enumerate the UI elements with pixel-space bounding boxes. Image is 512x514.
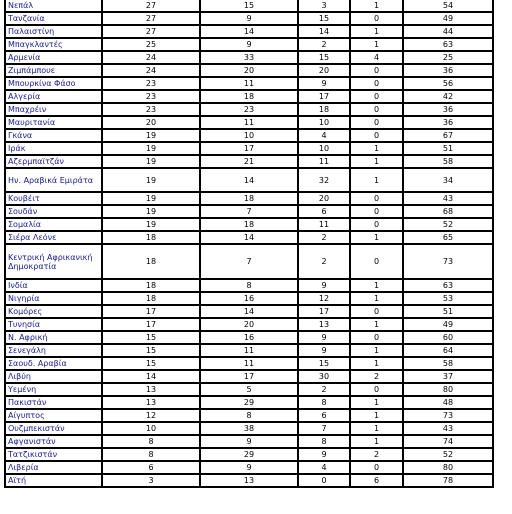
value-cell-1: 24 xyxy=(102,64,200,77)
country-name-cell: Τυνησία xyxy=(5,318,102,331)
country-name-cell: Αλγερία xyxy=(5,90,102,103)
value-cell-3: 17 xyxy=(298,305,350,318)
country-name-cell: Αϊτή xyxy=(5,474,102,487)
table-row xyxy=(5,218,493,231)
value-cell-1: 13 xyxy=(102,396,200,409)
value-cell-3: 14 xyxy=(298,25,350,38)
table-row xyxy=(5,77,493,90)
table-row xyxy=(5,12,493,25)
value-cell-3: 15 xyxy=(298,51,350,64)
value-cell-3: 10 xyxy=(298,116,350,129)
value-cell-2: 13 xyxy=(200,474,298,487)
value-cell-3: 2 xyxy=(298,231,350,244)
country-name-cell: Λιβερία xyxy=(5,461,102,474)
country-name-cell: Κομόρες xyxy=(5,305,102,318)
value-cell-4: 1 xyxy=(350,0,403,12)
value-cell-5: 36 xyxy=(403,103,493,116)
value-cell-2: 18 xyxy=(200,192,298,205)
country-name-cell: Αρμενία xyxy=(5,51,102,64)
value-cell-5: 74 xyxy=(403,435,493,448)
value-cell-5: 49 xyxy=(403,12,493,25)
value-cell-3: 2 xyxy=(298,244,350,279)
value-cell-2: 7 xyxy=(200,205,298,218)
country-name-cell: Νιγηρία xyxy=(5,292,102,305)
value-cell-5: 52 xyxy=(403,218,493,231)
value-cell-2: 20 xyxy=(200,64,298,77)
table-row xyxy=(5,129,493,142)
value-cell-1: 12 xyxy=(102,409,200,422)
table-row xyxy=(5,103,493,116)
value-cell-2: 8 xyxy=(200,279,298,292)
value-cell-1: 18 xyxy=(102,279,200,292)
value-cell-4: 1 xyxy=(350,25,403,38)
value-cell-4: 1 xyxy=(350,279,403,292)
value-cell-3: 0 xyxy=(298,474,350,487)
table-row xyxy=(5,155,493,168)
value-cell-1: 15 xyxy=(102,357,200,370)
value-cell-5: 63 xyxy=(403,38,493,51)
value-cell-1: 27 xyxy=(102,12,200,25)
value-cell-2: 11 xyxy=(200,344,298,357)
table-row xyxy=(5,409,493,422)
value-cell-5: 67 xyxy=(403,129,493,142)
value-cell-5: 34 xyxy=(403,168,493,192)
value-cell-1: 19 xyxy=(102,129,200,142)
country-name-cell: Μπαχρέιν xyxy=(5,103,102,116)
value-cell-2: 9 xyxy=(200,461,298,474)
table-row xyxy=(5,25,493,38)
value-cell-5: 36 xyxy=(403,64,493,77)
table-row xyxy=(5,231,493,244)
value-cell-2: 9 xyxy=(200,12,298,25)
value-cell-4: 0 xyxy=(350,331,403,344)
value-cell-4: 0 xyxy=(350,103,403,116)
value-cell-4: 2 xyxy=(350,448,403,461)
table-row xyxy=(5,435,493,448)
country-name-cell: Σομαλία xyxy=(5,218,102,231)
value-cell-5: 56 xyxy=(403,77,493,90)
value-cell-4: 0 xyxy=(350,12,403,25)
value-cell-5: 36 xyxy=(403,116,493,129)
value-cell-3: 4 xyxy=(298,129,350,142)
value-cell-4: 1 xyxy=(350,435,403,448)
value-cell-3: 18 xyxy=(298,103,350,116)
value-cell-2: 11 xyxy=(200,77,298,90)
table-row xyxy=(5,396,493,409)
country-name-cell: Λιβύη xyxy=(5,370,102,383)
country-statistics-table xyxy=(4,0,494,488)
value-cell-1: 18 xyxy=(102,244,200,279)
value-cell-2: 29 xyxy=(200,448,298,461)
value-cell-1: 19 xyxy=(102,205,200,218)
table-row xyxy=(5,370,493,383)
country-name-cell: Νεπάλ xyxy=(5,0,102,12)
value-cell-2: 14 xyxy=(200,231,298,244)
value-cell-1: 20 xyxy=(102,116,200,129)
value-cell-4: 0 xyxy=(350,64,403,77)
value-cell-2: 11 xyxy=(200,357,298,370)
value-cell-1: 24 xyxy=(102,51,200,64)
country-name-cell: Μαυριτανία xyxy=(5,116,102,129)
value-cell-2: 17 xyxy=(200,370,298,383)
value-cell-1: 23 xyxy=(102,90,200,103)
value-cell-1: 27 xyxy=(102,0,200,12)
value-cell-3: 7 xyxy=(298,422,350,435)
value-cell-3: 9 xyxy=(298,331,350,344)
value-cell-3: 4 xyxy=(298,461,350,474)
value-cell-5: 49 xyxy=(403,318,493,331)
value-cell-3: 20 xyxy=(298,64,350,77)
value-cell-5: 58 xyxy=(403,357,493,370)
value-cell-3: 9 xyxy=(298,77,350,90)
value-cell-1: 6 xyxy=(102,461,200,474)
value-cell-3: 20 xyxy=(298,192,350,205)
value-cell-2: 33 xyxy=(200,51,298,64)
table-row xyxy=(5,90,493,103)
value-cell-3: 15 xyxy=(298,357,350,370)
value-cell-3: 15 xyxy=(298,12,350,25)
value-cell-3: 17 xyxy=(298,90,350,103)
value-cell-5: 80 xyxy=(403,461,493,474)
value-cell-3: 2 xyxy=(298,38,350,51)
table-row xyxy=(5,116,493,129)
country-name-cell: Ν. Αφρική xyxy=(5,331,102,344)
value-cell-4: 1 xyxy=(350,155,403,168)
table-row xyxy=(5,244,493,279)
value-cell-5: 73 xyxy=(403,409,493,422)
table-row xyxy=(5,474,493,487)
country-name-cell: Τανζανία xyxy=(5,12,102,25)
table-row xyxy=(5,383,493,396)
value-cell-4: 1 xyxy=(350,231,403,244)
value-cell-1: 14 xyxy=(102,370,200,383)
value-cell-2: 9 xyxy=(200,435,298,448)
value-cell-3: 12 xyxy=(298,292,350,305)
table-row xyxy=(5,51,493,64)
country-name-cell: Γκάνα xyxy=(5,129,102,142)
value-cell-4: 2 xyxy=(350,370,403,383)
value-cell-2: 29 xyxy=(200,396,298,409)
value-cell-5: 25 xyxy=(403,51,493,64)
value-cell-2: 17 xyxy=(200,142,298,155)
value-cell-5: 37 xyxy=(403,370,493,383)
table-row xyxy=(5,279,493,292)
value-cell-5: 51 xyxy=(403,305,493,318)
table-row xyxy=(5,448,493,461)
country-name-cell: Κουβέιτ xyxy=(5,192,102,205)
country-name-cell: Τατζικιστάν xyxy=(5,448,102,461)
value-cell-3: 30 xyxy=(298,370,350,383)
value-cell-5: 42 xyxy=(403,90,493,103)
value-cell-2: 8 xyxy=(200,409,298,422)
value-cell-1: 15 xyxy=(102,331,200,344)
value-cell-3: 10 xyxy=(298,142,350,155)
value-cell-4: 0 xyxy=(350,77,403,90)
value-cell-2: 11 xyxy=(200,116,298,129)
value-cell-5: 52 xyxy=(403,448,493,461)
table-row xyxy=(5,461,493,474)
value-cell-1: 19 xyxy=(102,155,200,168)
value-cell-2: 14 xyxy=(200,25,298,38)
value-cell-1: 23 xyxy=(102,103,200,116)
value-cell-3: 11 xyxy=(298,155,350,168)
value-cell-2: 14 xyxy=(200,305,298,318)
value-cell-3: 9 xyxy=(298,448,350,461)
table-row xyxy=(5,64,493,77)
country-name-cell: Αζερμπαϊτζάν xyxy=(5,155,102,168)
value-cell-4: 0 xyxy=(350,461,403,474)
value-cell-4: 0 xyxy=(350,129,403,142)
value-cell-5: 53 xyxy=(403,292,493,305)
country-name-cell: Παλαιστίνη xyxy=(5,25,102,38)
table-row xyxy=(5,344,493,357)
value-cell-5: 73 xyxy=(403,244,493,279)
value-cell-1: 17 xyxy=(102,318,200,331)
table-row xyxy=(5,318,493,331)
country-name-cell: Αίγυπτος xyxy=(5,409,102,422)
value-cell-1: 18 xyxy=(102,292,200,305)
country-name-cell: Πακιστάν xyxy=(5,396,102,409)
country-name-cell: Ζιμπάμπουε xyxy=(5,64,102,77)
table-row xyxy=(5,422,493,435)
value-cell-1: 19 xyxy=(102,168,200,192)
value-cell-2: 10 xyxy=(200,129,298,142)
value-cell-3: 32 xyxy=(298,168,350,192)
value-cell-5: 78 xyxy=(403,474,493,487)
value-cell-3: 9 xyxy=(298,344,350,357)
value-cell-5: 43 xyxy=(403,422,493,435)
value-cell-2: 9 xyxy=(200,38,298,51)
country-name-cell: Μπαγκλαντές xyxy=(5,38,102,51)
country-name-cell: Ην. Αραβικά Εμιράτα xyxy=(5,168,102,192)
value-cell-4: 0 xyxy=(350,205,403,218)
table-row xyxy=(5,38,493,51)
value-cell-2: 18 xyxy=(200,218,298,231)
country-name-cell: Ινδία xyxy=(5,279,102,292)
table-row xyxy=(5,192,493,205)
value-cell-1: 23 xyxy=(102,77,200,90)
value-cell-2: 16 xyxy=(200,331,298,344)
table-row xyxy=(5,205,493,218)
value-cell-5: 80 xyxy=(403,383,493,396)
value-cell-5: 48 xyxy=(403,396,493,409)
value-cell-4: 4 xyxy=(350,51,403,64)
value-cell-4: 0 xyxy=(350,218,403,231)
value-cell-3: 8 xyxy=(298,435,350,448)
value-cell-5: 54 xyxy=(403,0,493,12)
value-cell-3: 9 xyxy=(298,279,350,292)
value-cell-4: 1 xyxy=(350,409,403,422)
value-cell-1: 8 xyxy=(102,448,200,461)
value-cell-5: 63 xyxy=(403,279,493,292)
value-cell-1: 15 xyxy=(102,344,200,357)
value-cell-5: 68 xyxy=(403,205,493,218)
table-row xyxy=(5,305,493,318)
value-cell-1: 19 xyxy=(102,192,200,205)
value-cell-5: 43 xyxy=(403,192,493,205)
value-cell-4: 1 xyxy=(350,396,403,409)
country-name-cell: Σουδάν xyxy=(5,205,102,218)
value-cell-4: 0 xyxy=(350,244,403,279)
country-name-cell: Ουζμπεκιστάν xyxy=(5,422,102,435)
table-row xyxy=(5,357,493,370)
value-cell-3: 8 xyxy=(298,396,350,409)
value-cell-5: 64 xyxy=(403,344,493,357)
value-cell-2: 15 xyxy=(200,0,298,12)
value-cell-5: 51 xyxy=(403,142,493,155)
value-cell-4: 1 xyxy=(350,318,403,331)
value-cell-4: 1 xyxy=(350,357,403,370)
country-name-cell: Μπουρκίνα Φάσο xyxy=(5,77,102,90)
value-cell-4: 0 xyxy=(350,305,403,318)
value-cell-4: 1 xyxy=(350,344,403,357)
value-cell-1: 27 xyxy=(102,25,200,38)
value-cell-1: 3 xyxy=(102,474,200,487)
value-cell-4: 0 xyxy=(350,383,403,396)
value-cell-4: 0 xyxy=(350,90,403,103)
value-cell-2: 20 xyxy=(200,318,298,331)
value-cell-1: 19 xyxy=(102,142,200,155)
table-row xyxy=(5,0,493,12)
value-cell-3: 13 xyxy=(298,318,350,331)
table-row xyxy=(5,168,493,192)
value-cell-4: 1 xyxy=(350,142,403,155)
value-cell-3: 6 xyxy=(298,205,350,218)
value-cell-4: 0 xyxy=(350,192,403,205)
value-cell-1: 8 xyxy=(102,435,200,448)
value-cell-2: 16 xyxy=(200,292,298,305)
table-row xyxy=(5,142,493,155)
value-cell-2: 38 xyxy=(200,422,298,435)
value-cell-3: 6 xyxy=(298,409,350,422)
value-cell-2: 21 xyxy=(200,155,298,168)
country-name-cell: Σιέρα Λεόνε xyxy=(5,231,102,244)
table-row xyxy=(5,292,493,305)
value-cell-3: 3 xyxy=(298,0,350,12)
value-cell-3: 11 xyxy=(298,218,350,231)
value-cell-1: 13 xyxy=(102,383,200,396)
value-cell-5: 44 xyxy=(403,25,493,38)
value-cell-3: 2 xyxy=(298,383,350,396)
value-cell-4: 1 xyxy=(350,292,403,305)
value-cell-2: 18 xyxy=(200,90,298,103)
country-name-cell: Υεμένη xyxy=(5,383,102,396)
value-cell-2: 14 xyxy=(200,168,298,192)
country-name-cell: Ιράκ xyxy=(5,142,102,155)
value-cell-4: 1 xyxy=(350,422,403,435)
value-cell-2: 7 xyxy=(200,244,298,279)
value-cell-5: 60 xyxy=(403,331,493,344)
value-cell-2: 23 xyxy=(200,103,298,116)
country-name-cell: Σενεγάλη xyxy=(5,344,102,357)
value-cell-4: 6 xyxy=(350,474,403,487)
table-row xyxy=(5,331,493,344)
value-cell-1: 19 xyxy=(102,218,200,231)
value-cell-5: 65 xyxy=(403,231,493,244)
value-cell-1: 17 xyxy=(102,305,200,318)
value-cell-5: 58 xyxy=(403,155,493,168)
country-name-cell: Σαουδ. Αραβία xyxy=(5,357,102,370)
value-cell-4: 1 xyxy=(350,38,403,51)
country-name-cell: Αφγανιστάν xyxy=(5,435,102,448)
value-cell-1: 18 xyxy=(102,231,200,244)
value-cell-4: 1 xyxy=(350,168,403,192)
country-statistics-table-container xyxy=(4,0,492,488)
value-cell-4: 0 xyxy=(350,116,403,129)
country-name-cell: Κεντρική Αφρικανική Δημοκρατία xyxy=(5,244,102,279)
value-cell-1: 10 xyxy=(102,422,200,435)
value-cell-1: 25 xyxy=(102,38,200,51)
value-cell-2: 5 xyxy=(200,383,298,396)
table-body xyxy=(5,0,493,487)
